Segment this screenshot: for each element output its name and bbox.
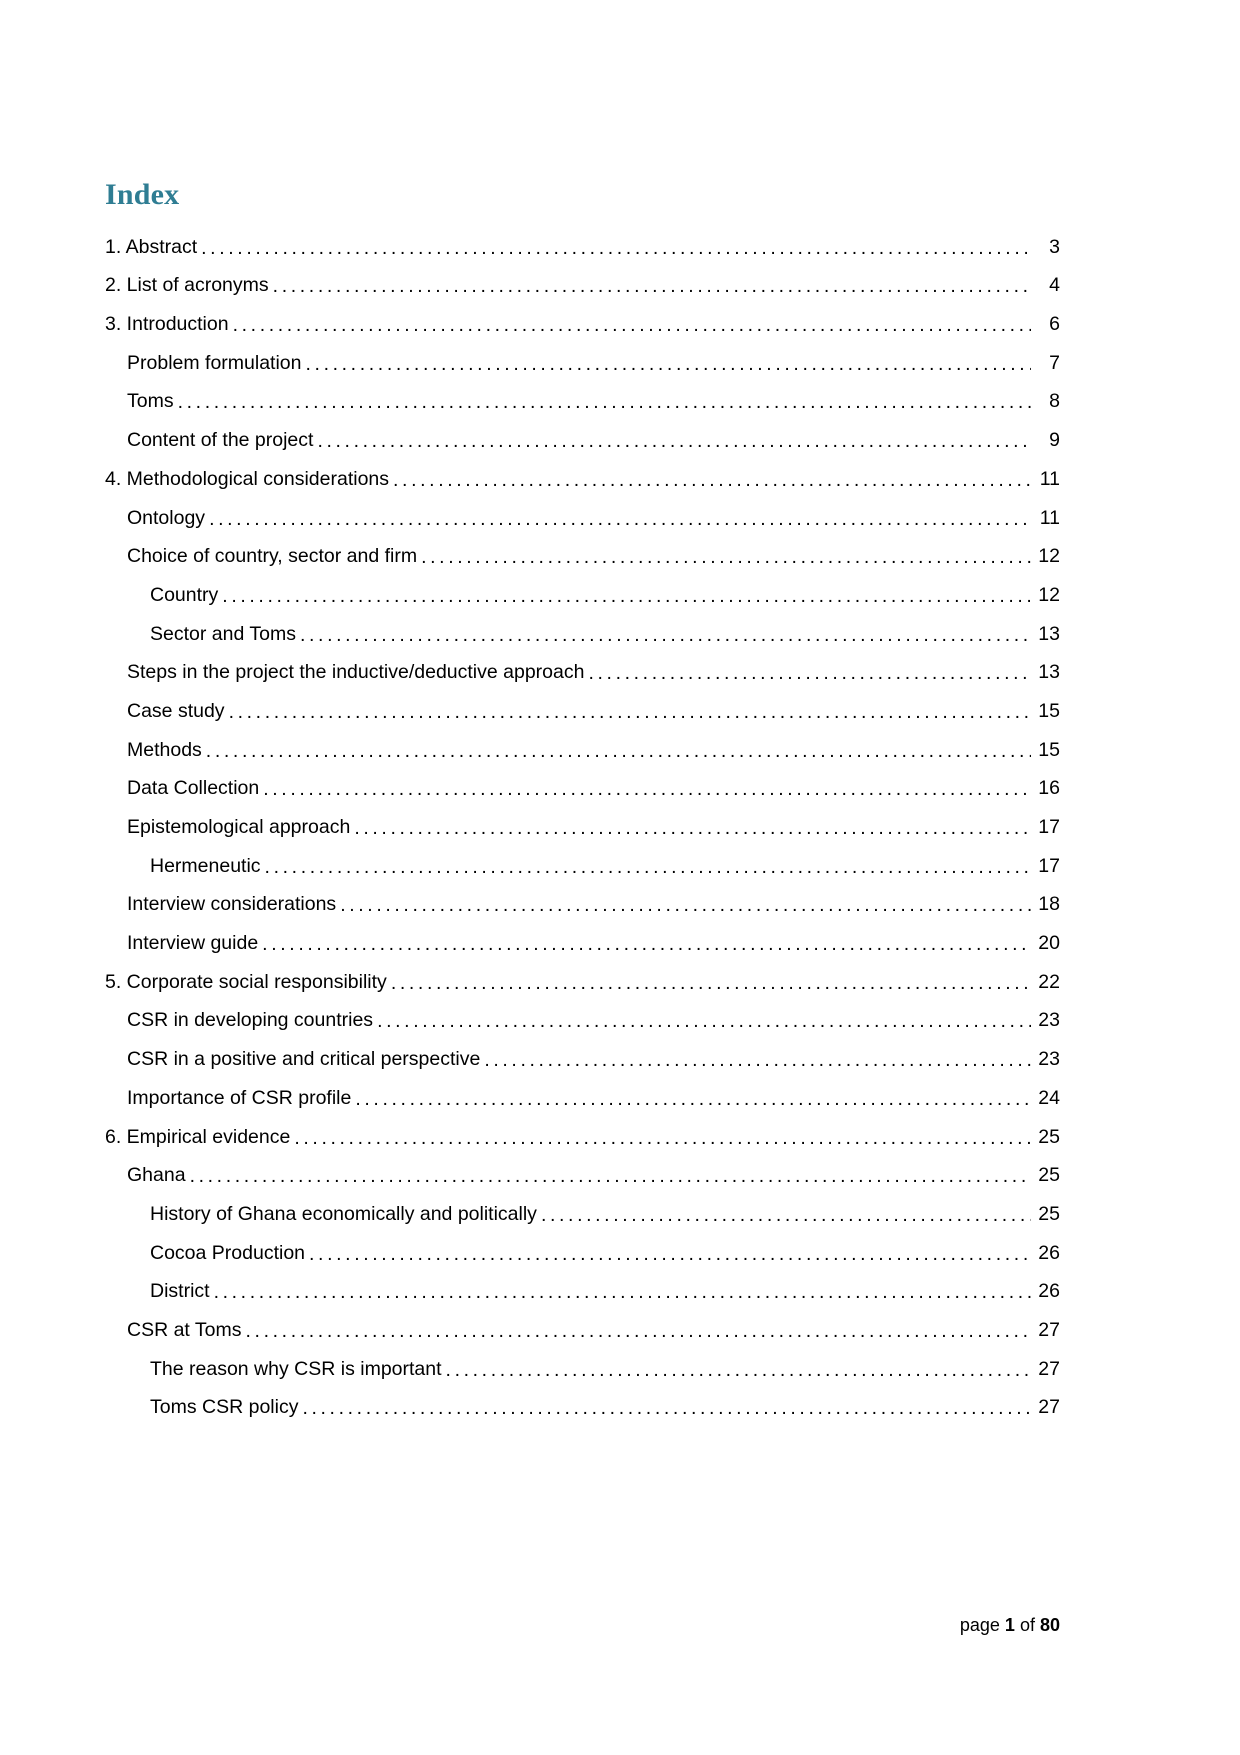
page-title: Index (105, 178, 180, 211)
toc-leader-dots (391, 974, 1031, 994)
toc-entry[interactable] (105, 955, 1060, 994)
toc-entry-label: Cocoa Production (150, 1241, 306, 1264)
toc-entry[interactable] (105, 839, 1060, 878)
toc-entry-page-number: 26 (1038, 1280, 1060, 1303)
toc-entry-label: Toms CSR policy (150, 1396, 299, 1419)
toc-leader-dots (233, 316, 1031, 336)
toc-entry-label: Problem formulation (127, 351, 302, 374)
toc-entry[interactable] (105, 530, 1060, 569)
toc-entry-page-number: 13 (1038, 661, 1060, 684)
toc-leader-dots (354, 819, 1031, 839)
toc-entry-page-number: 25 (1038, 1125, 1060, 1148)
toc-entry-page-number: 27 (1038, 1357, 1060, 1380)
toc-leader-dots (273, 277, 1031, 297)
toc-entry-label: 4. Methodological considerations (105, 467, 390, 490)
toc-entry[interactable] (105, 878, 1060, 917)
toc-entry-page-number: 27 (1038, 1396, 1060, 1419)
toc-entry-page-number: 25 (1038, 1164, 1060, 1187)
toc-entry[interactable] (105, 800, 1060, 839)
toc-entry-page-number: 20 (1038, 932, 1060, 955)
toc-entry-page-number: 13 (1038, 622, 1060, 645)
toc-entry-label: CSR in developing countries (127, 1009, 374, 1032)
toc-entry-label: Sector and Toms (150, 622, 296, 645)
toc-entry-label: 1. Abstract (105, 235, 198, 258)
toc-entry-page-number: 9 (1049, 429, 1060, 452)
footer-total-pages: 80 (1039, 1615, 1060, 1635)
toc-entry-page-number: 15 (1038, 699, 1060, 722)
toc-entry[interactable] (105, 646, 1060, 685)
toc-entry[interactable] (105, 1342, 1060, 1381)
toc-entry-page-number: 23 (1038, 1009, 1060, 1032)
toc-entry-label: 6. Empirical evidence (105, 1125, 291, 1148)
toc-entry[interactable] (105, 1226, 1060, 1265)
toc-entry-page-number: 22 (1038, 970, 1060, 993)
toc-entry-page-number: 23 (1038, 1048, 1060, 1071)
toc-entry[interactable] (105, 297, 1060, 336)
toc-leader-dots (229, 703, 1031, 723)
toc-entry-label: District (150, 1280, 210, 1303)
toc-entry-label: 3. Introduction (105, 313, 229, 336)
toc-leader-dots (300, 626, 1031, 646)
toc-entry-page-number: 4 (1049, 274, 1060, 297)
toc-entry[interactable] (105, 491, 1060, 530)
toc-entry-label: Epistemological approach (127, 816, 351, 838)
toc-entry-page-number: 3 (1049, 235, 1060, 258)
toc-entry-label: 5. Corporate social responsibility (105, 970, 387, 993)
toc-entry[interactable] (105, 452, 1060, 491)
toc-entry-page-number: 16 (1038, 777, 1060, 800)
toc-leader-dots (393, 471, 1031, 491)
toc-leader-dots (201, 239, 1031, 259)
toc-entry-page-number: 17 (1038, 854, 1060, 877)
toc-leader-dots (306, 355, 1032, 375)
toc-leader-dots (222, 587, 1031, 607)
toc-container (105, 178, 1060, 1419)
toc-entry-page-number: 7 (1049, 351, 1060, 374)
toc-entry-page-number: 25 (1038, 1202, 1060, 1225)
toc-entry-label: History of Ghana economically and politically (150, 1202, 537, 1225)
toc-entry-label: Interview guide (127, 932, 259, 955)
toc-leader-dots (377, 1012, 1031, 1032)
toc-leader-dots (246, 1322, 1031, 1342)
toc-entry-label: CSR in a positive and critical perspective (127, 1048, 481, 1071)
toc-entry-label: Choice of country, sector and firm (127, 545, 418, 568)
toc-entry-label: Ghana (127, 1164, 186, 1187)
toc-entry-label: Importance of CSR profile (127, 1086, 352, 1109)
toc-entry[interactable] (105, 336, 1060, 375)
toc-entry-page-number: 12 (1038, 583, 1060, 606)
toc-leader-dots (206, 742, 1031, 762)
toc-entry-page-number: 11 (1039, 506, 1060, 529)
footer-current-page: 1 (1004, 1615, 1015, 1635)
toc-entry-label: Country (150, 583, 219, 606)
toc-entry[interactable] (105, 375, 1060, 414)
toc-entry-page-number: 11 (1039, 467, 1060, 490)
toc-entry-page-number: 6 (1049, 313, 1060, 336)
toc-entry-page-number: 27 (1038, 1318, 1060, 1341)
toc-leader-dots (263, 780, 1031, 800)
toc-entry[interactable] (105, 220, 1060, 259)
toc-entry-label: Interview considerations (127, 893, 337, 916)
toc-leader-dots (355, 1090, 1031, 1110)
toc-entry-label: Case study (127, 699, 225, 722)
toc-leader-dots (446, 1361, 1031, 1381)
toc-leader-dots (265, 858, 1031, 878)
toc-leader-dots (317, 432, 1031, 452)
toc-entry-page-number: 18 (1038, 893, 1060, 916)
toc-entry[interactable] (105, 607, 1060, 646)
footer-separator: of (1019, 1615, 1035, 1635)
toc-entry[interactable] (105, 1187, 1060, 1226)
toc-leader-dots (209, 510, 1031, 530)
toc-entry-page-number: 15 (1038, 738, 1060, 761)
toc-entry-label: The reason why CSR is important (150, 1357, 442, 1380)
toc-entry-page-number: 8 (1049, 390, 1060, 413)
toc-entry-label: Content of the project (127, 429, 314, 452)
toc-entry-label: Ontology (127, 506, 206, 529)
toc-entry-page-number: 24 (1038, 1086, 1060, 1109)
toc-entry[interactable] (105, 1071, 1060, 1110)
footer-prefix: page (959, 1615, 1000, 1635)
toc-entry-label: Hermeneutic (150, 854, 261, 877)
toc-leader-dots (262, 935, 1031, 955)
toc-leader-dots (294, 1129, 1031, 1149)
toc-entry-label: 2. List of acronyms (105, 274, 269, 297)
toc-entry[interactable] (105, 1265, 1060, 1304)
toc-entry[interactable] (105, 723, 1060, 762)
toc-leader-dots (302, 1399, 1031, 1419)
toc-entry[interactable] (105, 994, 1060, 1033)
toc-leader-dots (178, 393, 1031, 413)
toc-entry[interactable] (105, 1381, 1060, 1420)
table-of-contents (105, 220, 1060, 1419)
toc-leader-dots (588, 664, 1031, 684)
toc-leader-dots (309, 1245, 1031, 1265)
toc-entry-page-number: 17 (1038, 816, 1060, 838)
toc-leader-dots (484, 1051, 1031, 1071)
toc-entry-label: Steps in the project the inductive/deductive approach (127, 661, 585, 684)
toc-entry[interactable] (105, 259, 1060, 298)
toc-leader-dots (340, 896, 1031, 916)
toc-entry[interactable] (105, 762, 1060, 801)
page-footer (105, 1615, 1060, 1636)
toc-entry[interactable] (105, 568, 1060, 607)
toc-leader-dots (541, 1206, 1031, 1226)
toc-leader-dots (190, 1167, 1031, 1187)
toc-entry[interactable] (105, 1032, 1060, 1071)
toc-entry-label: CSR at Toms (127, 1318, 242, 1341)
toc-entry[interactable] (105, 1149, 1060, 1188)
toc-entry-page-number: 12 (1038, 545, 1060, 568)
toc-entry[interactable] (105, 1303, 1060, 1342)
toc-entry-page-number: 26 (1038, 1241, 1060, 1264)
toc-leader-dots (214, 1283, 1031, 1303)
toc-entry-label: Methods (127, 738, 202, 761)
toc-entry[interactable] (105, 1110, 1060, 1149)
toc-leader-dots (421, 548, 1031, 568)
toc-entry[interactable] (105, 684, 1060, 723)
toc-entry[interactable] (105, 413, 1060, 452)
toc-entry-label: Data Collection (127, 777, 260, 800)
toc-entry[interactable] (105, 916, 1060, 955)
toc-entry-label: Toms (127, 390, 174, 413)
